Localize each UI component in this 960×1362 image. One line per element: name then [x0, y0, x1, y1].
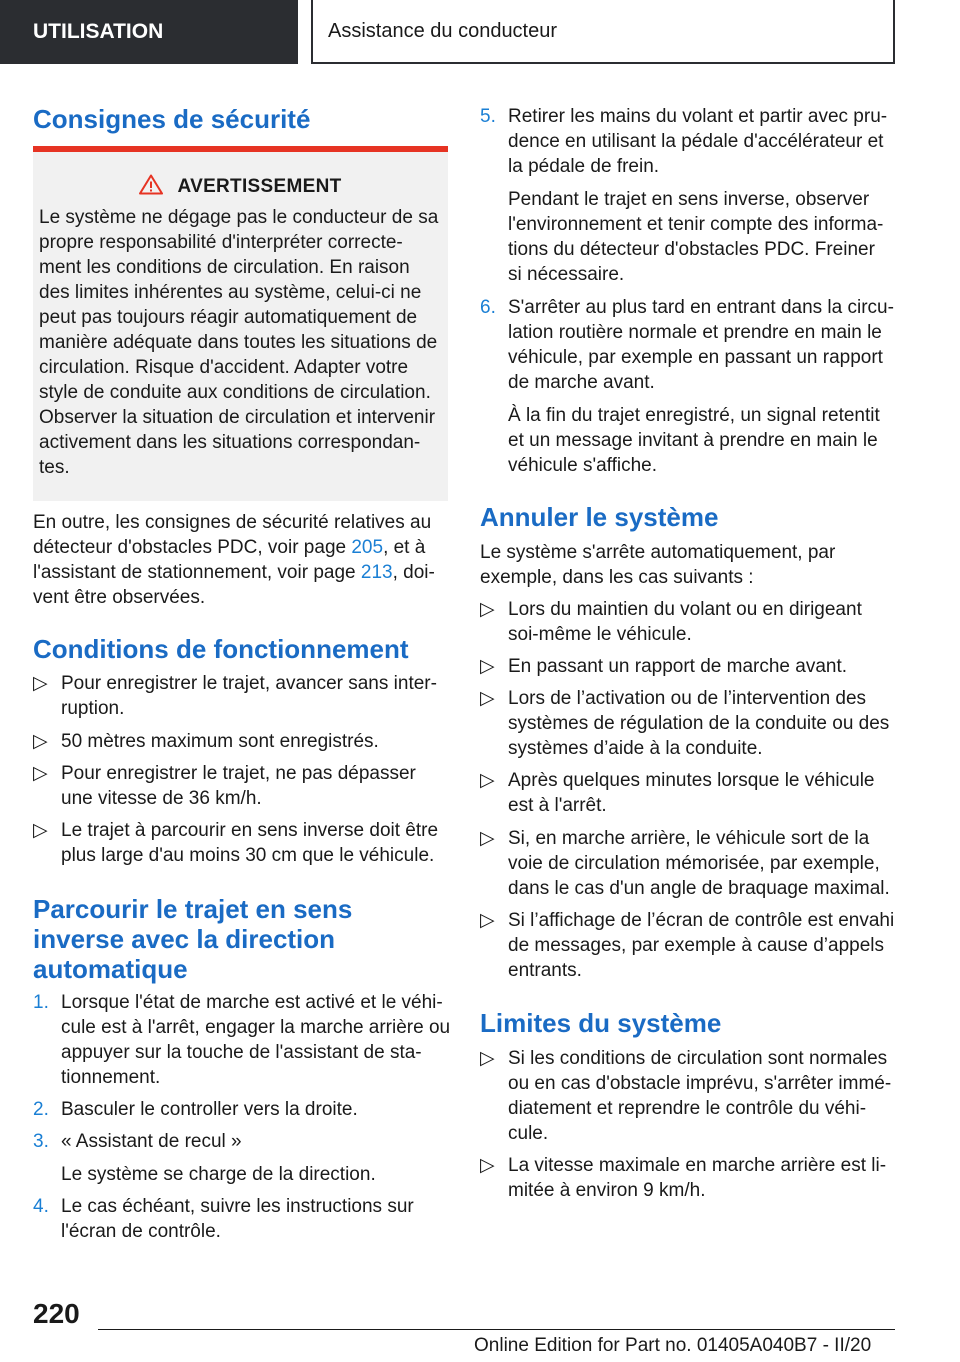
step-line: Retirer les mains du volant et partir avec pru- — [508, 106, 888, 127]
limits-title: Limites du système — [480, 1008, 722, 1038]
step-line: appuyer sur la touche de l'assistant de sta- — [61, 1042, 422, 1063]
item-line: Pour enregistrer le trajet, ne pas dépasser — [61, 763, 416, 784]
triangle-bullet-icon: ▷ — [33, 673, 48, 694]
step-line: Pendant le trajet en sens inverse, observer — [508, 189, 870, 210]
item-line: ou en cas d'obstacle imprévu, s'arrêter immé- — [508, 1073, 892, 1094]
item-line: est à l'arrêt. — [508, 795, 607, 816]
triangle-bullet-icon: ▷ — [33, 763, 48, 784]
step-line: Lorsque l'état de marche est activé et le véhi- — [61, 992, 443, 1013]
step-line: cule est à l'arrêt, engager la marche arrière ou — [61, 1017, 451, 1038]
triangle-bullet-icon: ▷ — [33, 731, 48, 752]
triangle-bullet-icon: ▷ — [480, 688, 495, 709]
item-line: mitée à environ 9 km/h. — [508, 1180, 706, 1201]
step-line: véhicule, par exemple en passant un rapport — [508, 347, 883, 368]
footer-edition: Online Edition for Part no. 01405A040B7 - II/20 — [474, 1335, 872, 1356]
item-line: diatement et reprendre le contrôle du véhi- — [508, 1098, 867, 1119]
warning-line: manière adéquate dans toutes les situations de — [39, 332, 438, 353]
warning-line: activement dans les situations correspondan- — [39, 432, 421, 453]
safety-extra-paragraph — [33, 510, 453, 610]
paragraph-line: vent être observées. — [33, 587, 206, 608]
item-line: 50 mètres maximum sont enregistrés. — [61, 731, 379, 752]
reverse-title — [33, 894, 352, 984]
item-line: Pour enregistrer le trajet, avancer sans inter- — [61, 673, 437, 694]
warning-triangle-icon — [139, 174, 163, 201]
paragraph-line — [33, 560, 453, 585]
item-line: La vitesse maximale en marche arrière est li- — [508, 1155, 887, 1176]
step-number: 6. — [480, 297, 496, 318]
step-line: tionnement. — [61, 1067, 161, 1088]
step-line: la pédale de frein. — [508, 156, 660, 177]
item-line: dans le cas d'un angle de braquage maximal. — [508, 878, 890, 899]
header-chapter: Assistance du conducteur — [311, 0, 895, 64]
item-line: Lors du maintien du volant ou en dirigeant — [508, 599, 862, 620]
item-line: une vitesse de 36 km/h. — [61, 788, 262, 809]
page-link-205[interactable]: 205 — [351, 537, 384, 558]
item-line: Après quelques minutes lorsque le véhicule — [508, 770, 875, 791]
step-line: « Assistant de recul » — [61, 1131, 242, 1152]
triangle-bullet-icon: ▷ — [480, 770, 495, 791]
step-number: 5. — [480, 106, 496, 127]
cancel-intro — [480, 540, 895, 590]
warning-line: circulation. Risque d'accident. Adapter votre — [39, 357, 409, 378]
page-link-213[interactable]: 213 — [360, 562, 393, 583]
step-line: l'écran de contrôle. — [61, 1221, 221, 1242]
triangle-bullet-icon: ▷ — [480, 1155, 495, 1176]
warning-line: propre responsabilité d'interpréter correcte- — [39, 232, 403, 253]
step-line: Le cas échéant, suivre les instructions sur — [61, 1196, 414, 1217]
step-number: 4. — [33, 1196, 49, 1217]
step-line: l'environnement et tenir compte des informa- — [508, 214, 884, 235]
step-line: si nécessaire. — [508, 264, 625, 285]
warning-heading — [33, 174, 448, 201]
safety-title: Consignes de sécurité — [33, 104, 311, 134]
item-line: plus large d'au moins 30 cm que le véhicule. — [61, 845, 435, 866]
triangle-bullet-icon: ▷ — [480, 910, 495, 931]
item-line: Le trajet à parcourir en sens inverse doit être — [61, 820, 439, 841]
text: l'assistant de stationnement, voir page — [33, 562, 361, 583]
warning-title: AVERTISSEMENT — [177, 176, 342, 197]
warning-line: Le système ne dégage pas le conducteur de sa — [39, 207, 439, 228]
title-line: Parcourir le trajet en sens — [33, 894, 353, 924]
footer-divider — [98, 1329, 895, 1330]
triangle-bullet-icon: ▷ — [33, 820, 48, 841]
title-line: inverse avec la direction — [33, 924, 336, 954]
triangle-bullet-icon: ▷ — [480, 599, 495, 620]
triangle-bullet-icon: ▷ — [480, 656, 495, 677]
cancel-title: Annuler le système — [480, 502, 719, 532]
step-number: 1. — [33, 992, 49, 1013]
item-line: cule. — [508, 1123, 549, 1144]
item-line: entrants. — [508, 960, 582, 981]
warning-line: style de conduite aux conditions de circulation. — [39, 382, 431, 403]
page-number: 220 — [33, 1298, 80, 1329]
paragraph-line: exemple, dans les cas suivants : — [480, 567, 754, 588]
text: détecteur d'obstacles PDC, voir page — [33, 537, 352, 558]
warning-text — [39, 205, 444, 480]
warning-line: des limites inhérentes au système, celui-ci ne — [39, 282, 422, 303]
warning-box — [33, 146, 448, 501]
triangle-bullet-icon: ▷ — [480, 1048, 495, 1069]
item-line: soi-même le véhicule. — [508, 624, 692, 645]
step-line: lation routière normale et prendre en main le — [508, 322, 882, 343]
text: , et à — [383, 537, 426, 558]
warning-line: tes. — [39, 457, 70, 478]
header-section: UTILISATION — [0, 0, 298, 64]
item-line: systèmes de régulation de la conduite ou des — [508, 713, 890, 734]
step-number: 2. — [33, 1099, 49, 1120]
paragraph-line: Le système s'arrête automatiquement, par — [480, 542, 836, 563]
step-line: dence en utilisant la pédale d'accélérateur et — [508, 131, 884, 152]
text: , doi- — [392, 562, 435, 583]
item-line: Si, en marche arrière, le véhicule sort de la — [508, 828, 870, 849]
title-line: automatique — [33, 954, 188, 984]
paragraph-line — [33, 535, 453, 560]
conditions-title: Conditions de fonctionnement — [33, 634, 409, 664]
warning-line: Observer la situation de circulation et intervenir — [39, 407, 436, 428]
item-line: de messages, par exemple à cause d’appels — [508, 935, 885, 956]
step-line: et un message invitant à prendre en main le — [508, 430, 878, 451]
step-line: de marche avant. — [508, 372, 655, 393]
step-line: Basculer le controller vers la droite. — [61, 1099, 358, 1120]
step-number: 3. — [33, 1131, 49, 1152]
item-line: Si l’affichage de l’écran de contrôle est envahi — [508, 910, 895, 931]
item-line: Si les conditions de circulation sont normales — [508, 1048, 888, 1069]
step-line: véhicule s'affiche. — [508, 455, 658, 476]
item-line: systèmes d’aide à la conduite. — [508, 738, 763, 759]
item-line: Lors de l’activation ou de l’intervention des — [508, 688, 867, 709]
warning-line: ment les conditions de circulation. En raison — [39, 257, 410, 278]
step-line: Le système se charge de la direction. — [61, 1164, 376, 1185]
triangle-bullet-icon: ▷ — [480, 828, 495, 849]
step-line: tions du détecteur d'obstacles PDC. Freiner — [508, 239, 875, 260]
step-line: À la fin du trajet enregistré, un signal retentit — [508, 405, 880, 426]
paragraph-line: En outre, les consignes de sécurité relatives au — [33, 512, 432, 533]
item-line: ruption. — [61, 698, 125, 719]
item-line: En passant un rapport de marche avant. — [508, 656, 848, 677]
step-line: S'arrêter au plus tard en entrant dans la circu- — [508, 297, 894, 318]
warning-line: peut pas toujours réagir automatiquement de — [39, 307, 418, 328]
item-line: voie de circulation mémorisée, par exemple, — [508, 853, 880, 874]
